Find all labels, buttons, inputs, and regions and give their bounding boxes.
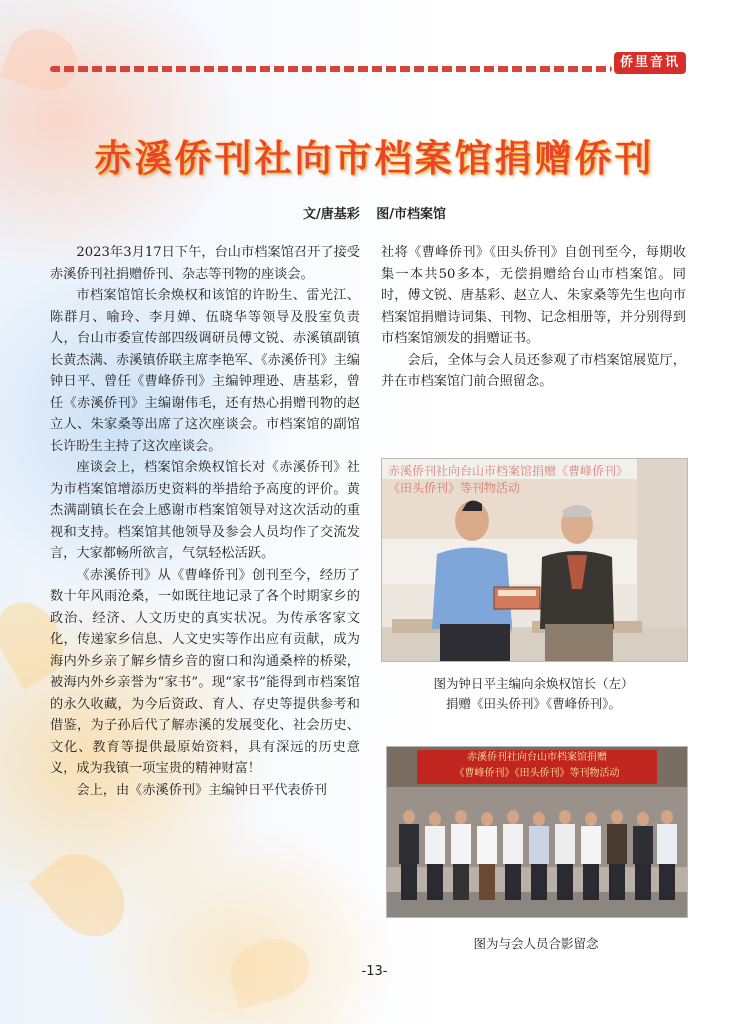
decor-petal [0,20,86,100]
photo2-banner [417,750,657,784]
author: 文/唐基彩 [302,207,360,222]
banner-line: 《曹峰侨刊》《田头侨刊》等刊物活动 [454,768,620,779]
photo-group [386,746,688,918]
column-badge: 侨里音讯 [614,52,686,74]
paragraph: 座谈会上，档案馆余焕权馆长对《赤溪侨刊》社为市档案馆增添历史资料的举措给予高度的评价。黄杰满副镇长在会上感谢市档案馆领导对这次活动的重视和支持。档案馆其他领导及参会人员均作了交流发言，大家都畅所欲言，气氛轻松活跃。 [50,460,360,561]
header-divider [50,66,612,72]
decor-petal [29,838,140,952]
paragraph: 《赤溪侨刊》从《曹峰侨刊》创刊至今，经历了数十年风雨沧桑，一如既往地记录了各个时期家乡的政治、经济、人文历史的真实状况。为传承客家文化，传递家乡信息、人文史实等作出应有贡献，成为海内外乡亲了解乡情乡音的窗口和沟通桑梓的桥梁，被海内外乡亲誉为“家书”。现“家书”能得到市档案馆的永久收藏，为今后资政、育人、存史等提供参考和借鉴，为子孙后代了解赤溪的发展变化、社会历史、文化、教育等提供最原始资料，具有深远的历史意义，成为我镇一项宝贵的精神财富！ [50,567,360,776]
left-column [50,242,360,801]
paragraph: 2023年3月17日下午，台山市档案馆召开了接受赤溪侨刊社捐赠侨刊、杂志等刊物的座谈会。 [50,245,360,282]
byline [0,203,749,222]
page-number: -13- [361,964,388,979]
photo1-banner: 赤溪侨刊社向台山市档案馆捐赠《曹峰侨刊》《田头侨刊》等刊物活动 [388,464,629,495]
photo1-caption [381,674,686,714]
paragraph: 社将《曹峰侨刊》《田头侨刊》自创刊至今，每期收集一本共50多本，无偿捐赠给台山市档案馆。同时，傅文锐、唐基彩、赵立人、朱家桑等先生也向市档案馆捐赠诗词集、刊物、记念相册等，并分别得到市档案馆颁发的捐赠证书。 [381,245,686,346]
paragraph: 会后，全体与会人员还参观了市档案馆展览厅，并在市档案馆门前合照留念。 [381,352,686,389]
right-column [381,242,686,393]
paragraph: 市档案馆馆长余焕权和该馆的许盼生、雷光江、陈群月、喻玲、李月婵、伍晓华等领导及股室负责人，台山市委宣传部四级调研员傅文锐、赤溪镇副镇长黄杰满、赤溪镇侨联主席李艳军、《赤溪侨刊》主编钟日平、曾任《曹峰侨刊》主编钟理逊、唐基彩，曾任《赤溪侨刊》主编谢伟毛，还有热心捐赠刊物的赵立人、朱家桑等出席了这次座谈会。市档案馆的副馆长许盼生主持了这次座谈会。 [50,288,360,454]
article-title: 赤溪侨刊社向市档案馆捐赠侨刊 [94,137,655,180]
caption-line: 捐赠《田头侨刊》《曹峰侨刊》。 [445,696,621,711]
photo-donation-handover [381,458,688,662]
paragraph: 会上，由《赤溪侨刊》主编钟日平代表侨刊 [76,782,327,798]
photo-credit: 图/市档案馆 [376,207,447,222]
caption-line: 图为钟日平主编向余焕权馆长（左） [433,676,634,691]
photo2-caption: 图为与会人员合影留念 [473,936,599,951]
banner-line: 赤溪侨刊社向台山市档案馆捐赠 [467,752,607,763]
